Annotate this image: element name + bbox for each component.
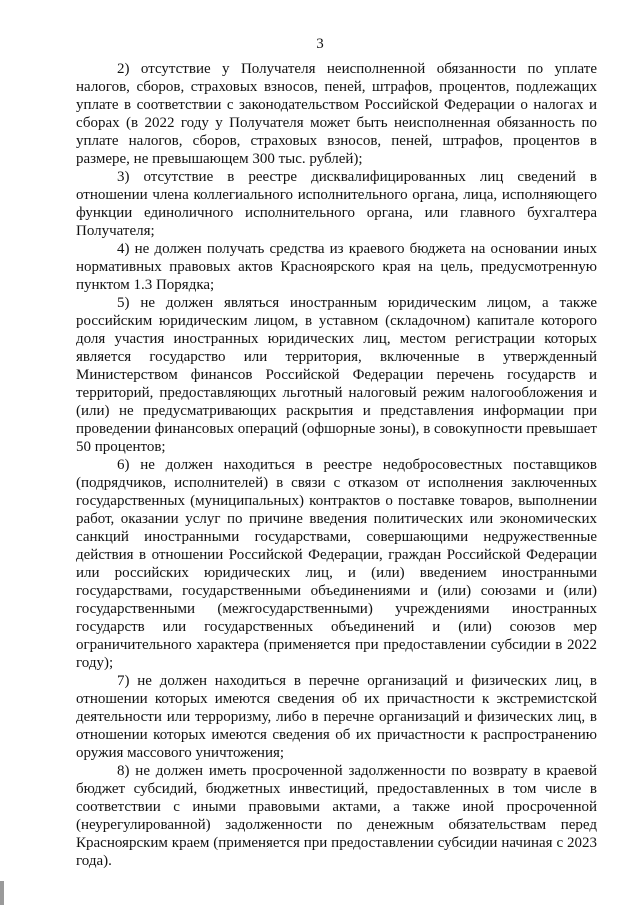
paragraph-item-8: 8) не должен иметь просроченной задолженности по возврату в краевой бюджет субсидий, бюджетных инвестиций, предоставленных в том числе в соответствии с иными правовыми актами, а также иной просроченной (неурегулированной) задолженности по денежным обязательствам перед Красноярским краем (применяется при предоставлении субсидии начиная с 2023 года). xyxy=(76,763,597,869)
paragraph-item-2: 2) отсутствие у Получателя неисполненной обязанности по уплате налогов, сборов, страховых взносов, пеней, штрафов, процентов, подлежащих уплате в соответствии с законодательством Российской Федерации о налогах и сборах (в 2022 году у Получателя может быть неисполненная обязанность по уплате налогов, сборов, страховых взносов, пеней, штрафов, процентов в размере, не превышающем 300 тыс. рублей); xyxy=(76,61,597,167)
page-number: 3 xyxy=(316,36,324,52)
paragraph-item-7: 7) не должен находиться в перечне организаций и физических лиц, в отношении которых имеются сведения об их причастности к экстремистской деятельности или терроризму, либо в перечне организаций и физических лиц, в отношении которых имеются сведения об их причастности к распространению оружия массового уничтожения; xyxy=(76,673,597,761)
paragraph-item-3: 3) отсутствие в реестре дисквалифицированных лиц сведений в отношении члена коллегиального исполнительного органа, лица, исполняющего функции единоличного исполнительного органа, или главного бухгалтера Получателя; xyxy=(76,169,597,239)
paragraph-item-4: 4) не должен получать средства из краевого бюджета на основании иных нормативных правовых актов Красноярского края на цель, предусмотренную пунктом 1.3 Порядка; xyxy=(76,241,597,293)
scan-edge-mark xyxy=(0,881,4,905)
paragraph-item-5: 5) не должен являться иностранным юридическим лицом, а также российским юридическим лицом, в уставном (складочном) капитале которого доля участия иностранных юридических лиц, местом регистрации которых является государство или территория, включенные в утвержденный Министерством финансов Российской Федерации перечень государств и территорий, предоставляющих льготный налоговый режим налогообложения и (или) не предусматривающих раскрытия и представления информации при проведении финансовых операций (офшорные зоны), в совокупности превышает 50 процентов; xyxy=(76,295,597,455)
document-body xyxy=(76,60,597,870)
paragraph-item-6: 6) не должен находиться в реестре недобросовестных поставщиков (подрядчиков, исполнителей) в связи с отказом от исполнения заключенных государственных (муниципальных) контрактов о поставке товаров, выполнении работ, оказании услуг по причине введения политических или экономических санкций иностранными государствами, совершающими недружественные действия в отношении Российской Федерации, граждан Российской Федерации или российских юридических лиц, и (или) введением иностранными государствами, государственными объединениями и (или) союзами и (или) государственными (межгосударственными) учреждениями иностранных государств или государственных объединений и (или) союзов мер ограничительного характера (применяется при предоставлении субсидии в 2022 году); xyxy=(76,457,597,671)
